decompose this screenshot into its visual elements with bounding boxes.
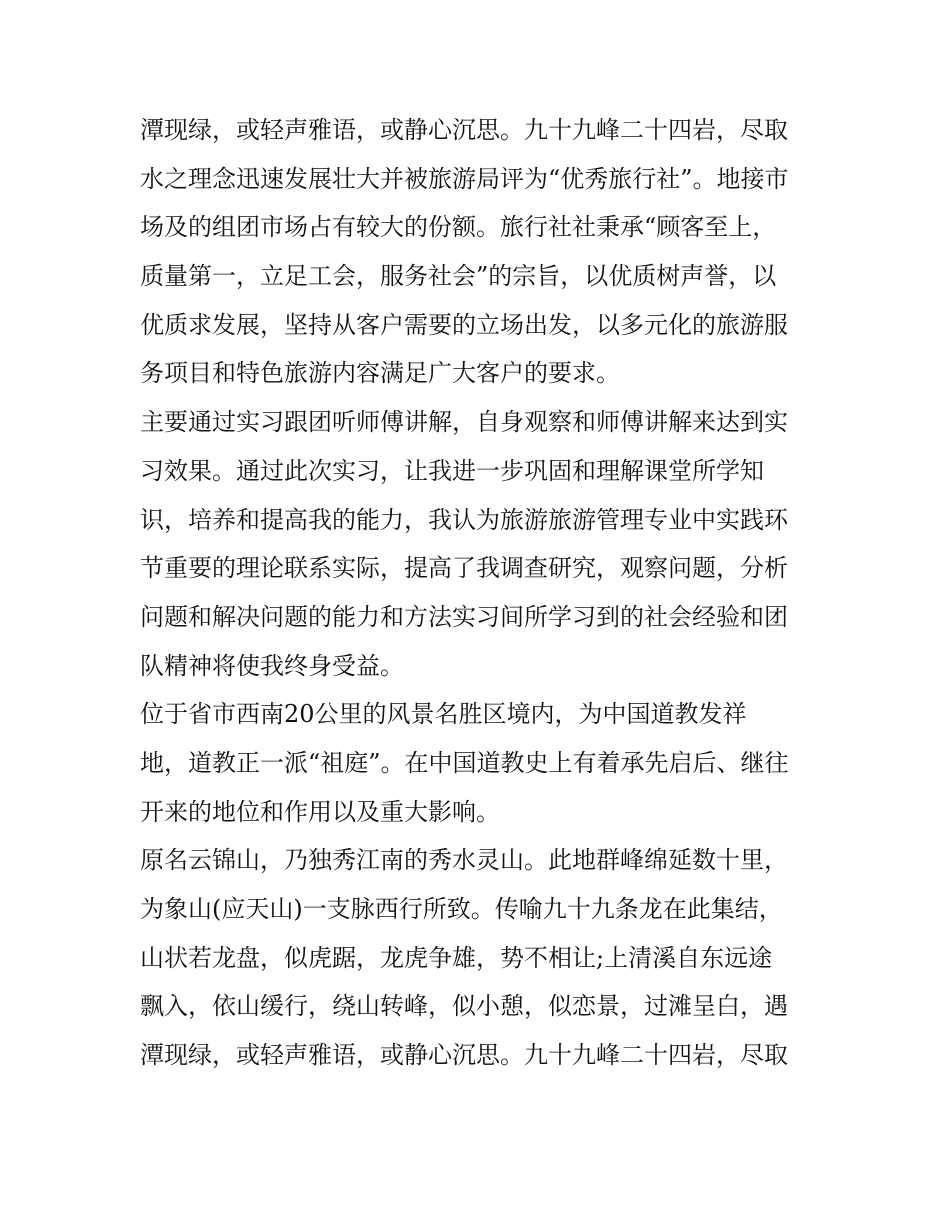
text-line: 为象山(应天山)一支脉西行所致。传喻九十九条龙在此集结，	[140, 895, 783, 923]
document-body	[140, 106, 820, 1080]
text-line: 位于省市西南20公里的风景名胜区境内，为中国道教发祥	[140, 700, 747, 729]
text-line: 主要通过实习跟团听师傅讲解，自身观察和师傅讲解来达到实	[140, 408, 788, 437]
text-line: 队精神将使我终身受益。	[140, 651, 404, 680]
text-line: 潭现绿，或轻声雅语，或静心沉思。九十九峰二十四岩，尽取	[140, 116, 788, 144]
text-line: 地，道教正一派“祖庭”。在中国道教史上有着承先启后、继往	[140, 748, 789, 777]
text-line: 飘入，依山缓行，绕山转峰，似小憩，似恋景，过滩呈白，遇	[140, 992, 788, 1021]
text-line: 问题和解决问题的能力和方法实习间所学习到的社会经验和团	[140, 602, 788, 631]
text-line: 习效果。通过此次实习，让我进一步巩固和理解课堂所学知	[140, 456, 764, 485]
text-line: 场及的组团市场占有较大的份额。旅行社社秉承“顾客至上，	[140, 213, 777, 242]
text-line: 务项目和特色旅游内容满足广大客户的要求。	[140, 359, 620, 388]
text-line: 质量第一，立足工会，服务社会”的宗旨，以优质树声誉，以	[140, 262, 777, 291]
text-line: 识，培养和提高我的能力，我认为旅游旅游管理专业中实践环	[140, 505, 788, 534]
text-line: 节重要的理论联系实际，提高了我调查研究，观察问题，分析	[140, 554, 788, 583]
text-line: 优质求发展，坚持从客户需要的立场出发，以多元化的旅游服	[140, 310, 788, 339]
text-line: 原名云锦山，乃独秀江南的秀水灵山。此地群峰绵延数十里，	[140, 846, 788, 875]
text-line: 水之理念迅速发展壮大并被旅游局评为“优秀旅行社”。地接市	[140, 164, 789, 193]
text-line: 潭现绿，或轻声雅语，或静心沉思。九十九峰二十四岩，尽取	[140, 1041, 788, 1070]
text-line: 山状若龙盘，似虎踞，龙虎争雄，势不相让;上清溪自东远途	[140, 943, 773, 972]
text-line: 开来的地位和作用以及重大影响。	[140, 797, 500, 826]
